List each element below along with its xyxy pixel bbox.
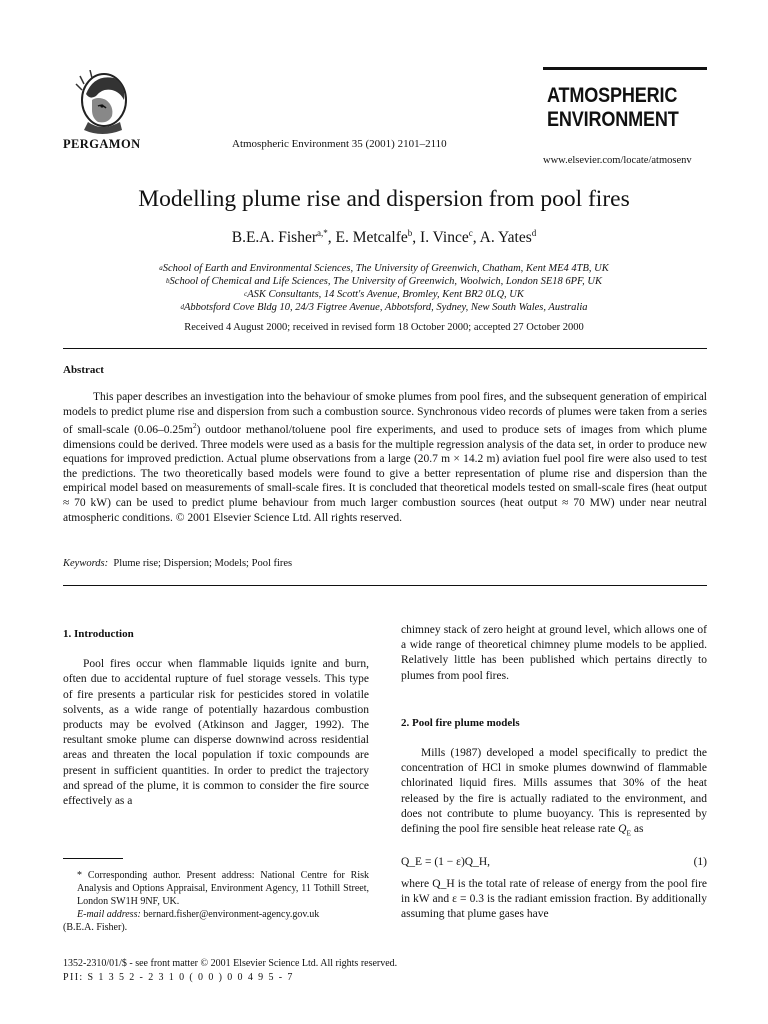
introduction-paragraph: Pool fires occur when flammable liquids ignite and burn, often due to accidental rupture of fuel storage vessels. This type of fire presents a particular risk for pesticides stored in volatile solvents, as a wide range of potentially hazardous combustion products may be evolved (Atkinson and Jagger, 1992). The resultant smoke plume can disperse downwind across residential areas and threaten the local population if toxic compounds are present in sufficient quantities. In order to predict the trajectory and spread of the plume, it is common to consider the fire source effectively as a [63, 658, 369, 808]
abstract-text [63, 390, 707, 525]
publisher-logo-icon [68, 70, 136, 136]
section-heading-introduction: 1. Introduction [63, 628, 134, 640]
affiliation-text: School of Earth and Environmental Sciences, The University of Greenwich, Chatham, Kent ME4 4TB, UK [162, 263, 609, 274]
imprint [63, 957, 397, 985]
affiliation-text: School of Chemical and Life Sciences, The University of Greenwich, Woolwich, London SE18 6PF, UK [169, 276, 602, 287]
footnote-email-label: E-mail address: [77, 909, 141, 920]
affiliation-item [0, 275, 768, 288]
imprint-line1: 1352-2310/01/$ - see front matter © 2001 Elsevier Science Ltd. All rights reserved. [63, 958, 398, 969]
affiliation-mark: b [166, 277, 170, 285]
equation-1-number: (1) [693, 855, 707, 868]
author-affiliation-mark: b [407, 228, 413, 238]
models-paragraph-end: as [631, 823, 644, 836]
abstract-heading: Abstract [63, 364, 104, 376]
footnote [63, 869, 369, 934]
footnote-email-link[interactable]: bernard.fisher@environment-agency.gov.uk [143, 909, 320, 920]
imprint-pii: PII: S 1 3 5 2 - 2 3 1 0 ( 0 0 ) 0 0 4 9 5 - 7 [63, 972, 294, 983]
author-list [0, 229, 768, 247]
publisher-name: PERGAMON [63, 137, 141, 151]
affiliation-text: Abbotsford Cove Bldg 10, 24/3 Figtree Avenue, Abbotsford, Sydney, New South Wales, Australia [183, 302, 588, 313]
received-dates: Received 4 August 2000; received in revised form 18 October 2000; accepted 27 October 2000 [184, 322, 584, 333]
affiliation-item [0, 301, 768, 314]
journal-citation: Atmospheric Environment 35 (2001) 2101–2110 [232, 138, 447, 150]
affiliation-mark: c [244, 290, 248, 298]
author-affiliation-mark: a,* [316, 228, 328, 238]
affiliation-list [0, 262, 768, 314]
models-paragraph-var: Q [618, 823, 627, 836]
keywords-text: Plume rise; Dispersion; Models; Pool fires [113, 558, 293, 569]
footnote-email-tail: (B.E.A. Fisher). [63, 922, 128, 933]
journal-name-line2: ENVIRONMENT [547, 108, 679, 131]
models-paragraph [401, 746, 707, 841]
author-separator: , [327, 229, 336, 246]
footnote-corresponding: * Corresponding author. Present address: National Centre for Risk Analysis and Options Appraisal, Environment Agency, 11 Tothill Street, London SW1H 9NF, UK. [77, 870, 369, 907]
abstract-text-part1: This paper describes an investigation into the behaviour of smoke plumes from pool fires, and the subsequent generation of empirical models to predict plume rise and dispersion from such a combustion source. Synchronous video records of plumes were taken from a series of small-scale (0.06–0.25m [63, 391, 707, 437]
author-name: I. Vince [420, 229, 469, 246]
footnote-rule [63, 858, 123, 859]
author-separator: , [412, 229, 421, 246]
equation-1 [401, 855, 707, 871]
affiliation-item [0, 262, 768, 275]
affiliation-text: ASK Consultants, 14 Scott's Avenue, Bromley, Kent BR2 0LQ, UK [247, 289, 524, 300]
journal-url-link[interactable]: www.elsevier.com/locate/atmosenv [543, 155, 692, 166]
affiliation-item [0, 288, 768, 301]
author-affiliation-mark: c [468, 228, 473, 238]
journal-name [547, 84, 693, 132]
section-heading-models: 2. Pool fire plume models [401, 716, 520, 729]
after-equation-text: where Q_H is the total rate of release of energy from the pool fire in kW and ε = 0.3 is the radiant emission fraction. By additionally assuming that plume gases have [401, 877, 707, 920]
affiliation-mark: d [180, 303, 184, 311]
column-left [63, 627, 369, 809]
author-name: A. Yates [479, 229, 532, 246]
column-right [401, 623, 707, 922]
divider-top [63, 348, 707, 349]
keywords [63, 558, 292, 569]
author-name: E. Metcalfe [335, 229, 408, 246]
author-affiliation-mark: d [531, 228, 537, 238]
divider-bottom [63, 585, 707, 586]
models-paragraph-var-sub: E [626, 828, 632, 838]
models-paragraph-text: Mills (1987) developed a model specifically to predict the concentration of HCl in smoke plumes downwind of flammable chlorinated liquid fires. Mills assumes that 30% of the heat released by the fire is actually radiated to the environment, and does not contribute to plume buoyancy. This is represented by defining the pool fire sensible heat release rate [401, 747, 707, 836]
journal-name-line1: ATMOSPHERIC [547, 84, 678, 107]
abstract-superscript: 2 [192, 421, 197, 431]
affiliation-mark: a [159, 264, 163, 272]
right-column-continuation: chimney stack of zero height at ground level, which allows one of a wide range of theoretical chimney plume models to be applied. Relatively little has been published which pertains directly to plumes from pool fires. [401, 624, 707, 682]
author-name: B.E.A. Fisher [231, 229, 317, 246]
author-separator: , [472, 229, 480, 246]
journal-title-rule [543, 67, 707, 70]
abstract-text-part2: ) outdoor methanol/toluene pool fire experiments, and used to produce sets of images from which plume dimensions could be derived. Three models were used as a basis for the multiple regression analysis of the data set, in order to produce new equations for improved prediction. Actual plume observations from a large (20.7 m × 14.2 m) aviation fuel pool fire were also used to test the predictions. The two theoretically based models were found to give a better representation of plume rise and dispersion than the empirical model based on measurements of small-scale fires. It is concluded that theoretical models tested on small-scale fires (heat output ≈ 70 kW) can be used to predict plume behaviour from much larger combustion sources (heat output ≈ 70 MW) under near neutral atmospheric conditions. © 2001 Elsevier Science Ltd. All rights reserved. [63, 424, 707, 524]
keywords-label: Keywords: [63, 558, 109, 569]
article-title: Modelling plume rise and dispersion from pool fires [138, 186, 630, 212]
equation-1-text: Q_E = (1 − ε)Q_H, [401, 855, 491, 868]
